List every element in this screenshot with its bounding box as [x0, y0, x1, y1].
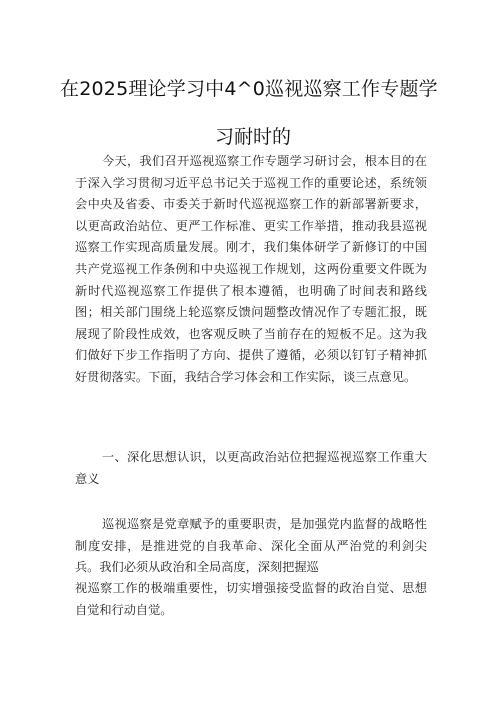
document-title-line-2: 习耐时的: [215, 126, 292, 148]
paragraph-section-1-continued: 视巡察工作的极端重要性，切实增强接受监督的政治自觉、思想自觉和行动自觉。: [75, 581, 427, 617]
document-title-line-1: 在2025理论学习中4^0巡视巡察工作专题学: [60, 78, 438, 100]
section-heading-1: 一、深化思想认识，以更高政治站位把握巡视巡察工作重大意义: [75, 450, 427, 486]
paragraph-section-1: 巡视巡察是党章赋予的重要职责，是加强党内监督的战略性制度安排，是推进党的自我革命、深化全面从严治党的利剑尖兵。我们必须从政治和全局高度，深刻把握巡: [75, 517, 427, 575]
paragraph-intro: 今天，我们召开巡视巡察工作专题学习研讨会，根本目的在于深入学习贯彻习近平总书记关于巡视工作的重要论述，系统领会中央及省委、市委关于新时代巡视巡察工作的新部署新要求，以更高政治站位、更严工作标准、更实工作举措，推动我县巡视巡察工作实现高质量发展。刚才，我们集体研学了新修订的中国共产党巡视工作条例和中央巡视工作规划，这两份重要文件既为新时代巡视巡察工作提供了根本遵循，也明确了时间表和路线图；相关部门围绕上轮巡察反馈问题整改情况作了专题汇报，既展现了阶段性成效，也客观反映了当前存在的短板不足。这为我们做好下步工作指明了方向、提供了遵循，必须以钉钉子精神抓好贯彻落实。下面，我结合学习体会和工作实际，谈三点意见。: [75, 154, 427, 384]
